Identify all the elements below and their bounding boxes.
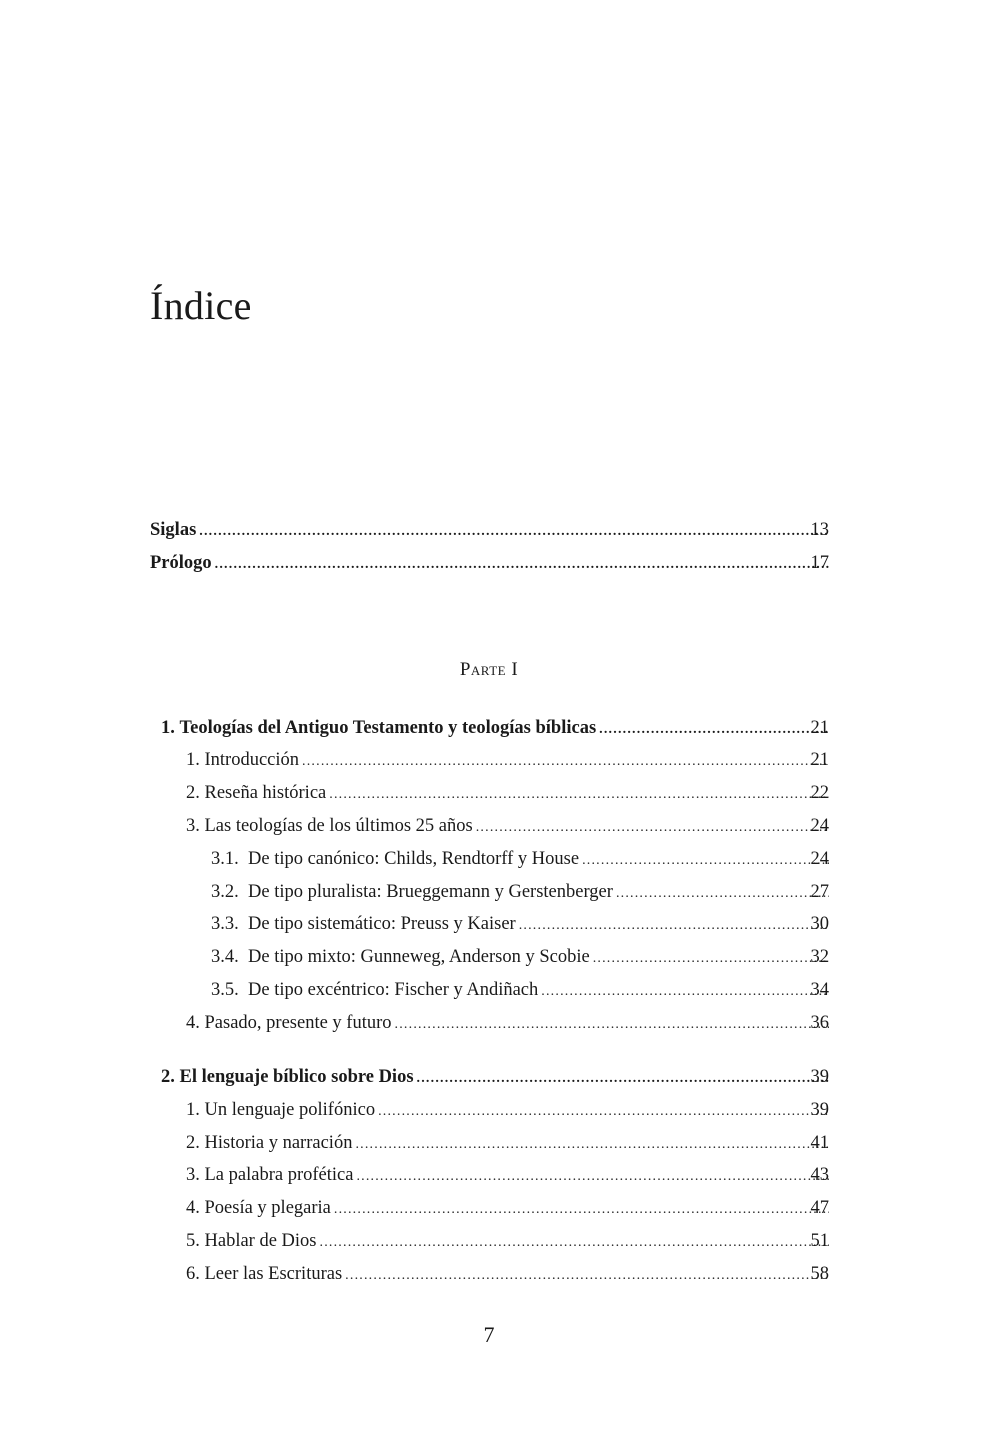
dot-leader [320,1230,830,1256]
section-number: 1. [186,1100,200,1120]
section-number: 3. [186,816,200,836]
section-title: Poesía y plegaria [204,1198,331,1218]
dot-leader [215,552,829,578]
dot-leader [356,1164,829,1190]
toc-page-number: 51 [810,1231,829,1251]
dot-leader [334,1197,829,1223]
section-title: Introducción [204,750,300,770]
section-title: De tipo sistemático: Preuss y Kaiser [248,914,516,934]
toc-section[interactable] [186,780,829,806]
toc-page-number: 13 [810,520,829,540]
section-title: Leer las Escrituras [204,1264,343,1284]
toc-entry-label: Prólogo [150,553,212,573]
toc-section[interactable] [186,813,829,839]
toc-section[interactable] [186,1228,829,1254]
toc-page-number: 22 [810,783,829,803]
chapter-title: El lenguaje bíblico sobre Dios [179,1067,414,1087]
toc-page-number: 36 [810,1013,829,1033]
page-number: 7 [483,1322,495,1347]
dot-leader [541,979,829,1005]
dot-leader [417,1066,829,1092]
section-number: 3.4. [211,947,239,967]
toc-page-number: 34 [810,980,829,1000]
chapter-number: 1. [161,718,175,738]
toc-page-number: 41 [810,1133,829,1153]
toc-subsection[interactable] [211,944,829,970]
toc-page-number: 24 [810,849,829,869]
toc-page-number: 39 [810,1067,829,1087]
section-title: Reseña histórica [204,783,327,803]
section-title: De tipo excéntrico: Fischer y Andiñach [248,980,539,1000]
toc-page-number: 58 [810,1264,829,1284]
toc-entry-prologo[interactable] [150,550,829,576]
dot-leader [345,1263,829,1289]
dot-leader [199,519,829,545]
dot-leader [302,749,829,775]
toc-chapter-2[interactable] [161,1064,829,1090]
toc-section[interactable] [186,1010,829,1036]
section-title: Las teologías de los últimos 25 años [204,816,473,836]
dot-leader [519,913,829,939]
section-number: 6. [186,1264,200,1284]
toc-section[interactable] [186,1195,829,1221]
section-number: 3.5. [211,980,239,1000]
dot-leader [378,1099,829,1125]
page-title: Índice [150,283,252,328]
dot-leader [355,1132,829,1158]
section-number: 3.3. [211,914,239,934]
chapter-title: Teologías del Antiguo Testamento y teologías bíblicas [179,718,597,738]
toc-section[interactable] [186,1162,829,1188]
dot-leader [329,782,829,808]
toc-section[interactable] [186,1261,829,1287]
section-number: 5. [186,1231,200,1251]
toc-page-number: 43 [810,1165,829,1185]
section-title: Un lenguaje polifónico [204,1100,376,1120]
section-title: De tipo mixto: Gunneweg, Anderson y Scobie [248,947,590,967]
section-title: De tipo canónico: Childs, Rendtorff y House [248,849,580,869]
toc-section[interactable] [186,1097,829,1123]
chapter-number: 2. [161,1067,175,1087]
section-number: 3.2. [211,882,239,902]
section-title: Hablar de Dios [204,1231,317,1251]
toc-page-number: 39 [810,1100,829,1120]
section-number: 3. [186,1165,200,1185]
toc-section[interactable] [186,1130,829,1156]
section-number: 4. [186,1013,200,1033]
toc-page-number: 17 [810,553,829,573]
section-title: De tipo pluralista: Brueggemann y Gerstenberger [248,882,613,902]
toc-entry-label: Siglas [150,520,197,540]
toc-subsection[interactable] [211,911,829,937]
section-number: 2. [186,783,200,803]
section-title: Pasado, presente y futuro [204,1013,392,1033]
section-title: La palabra profética [204,1165,354,1185]
toc-subsection[interactable] [211,879,829,905]
dot-leader [476,815,829,841]
toc-section[interactable] [186,747,829,773]
toc-page-number: 21 [810,750,829,770]
section-number: 3.1. [211,849,239,869]
section-number: 4. [186,1198,200,1218]
dot-leader [395,1012,829,1038]
toc-page-number: 24 [810,816,829,836]
toc-page-number: 21 [810,718,829,738]
toc-page-number: 32 [810,947,829,967]
toc-page-number: 47 [810,1198,829,1218]
toc-subsection[interactable] [211,846,829,872]
part-heading: Parte I [459,659,519,680]
toc-entry-siglas[interactable] [150,517,829,543]
section-number: 2. [186,1133,200,1153]
toc-chapter-1[interactable] [161,715,829,741]
toc-subsection[interactable] [211,977,829,1003]
section-title: Historia y narración [204,1133,353,1153]
section-number: 1. [186,750,200,770]
toc-page-number: 30 [810,914,829,934]
toc-page-number: 27 [810,882,829,902]
